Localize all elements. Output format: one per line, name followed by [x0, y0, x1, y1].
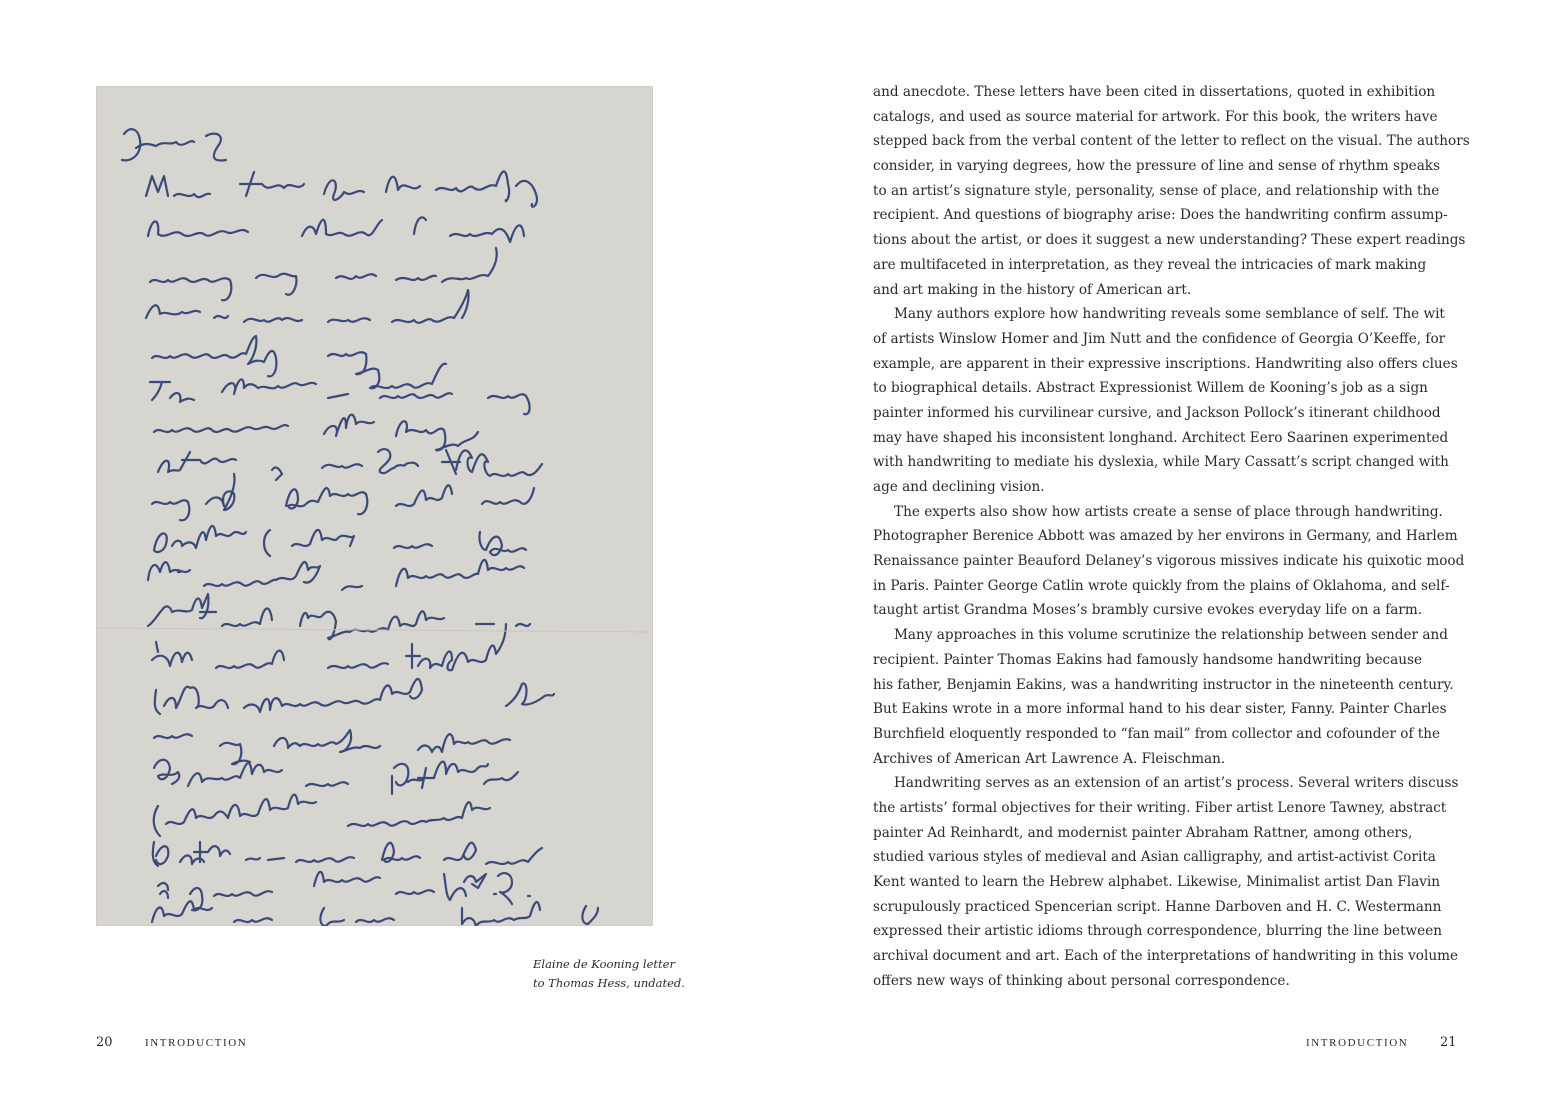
body-text-column [873, 80, 1470, 993]
text-line: stepped back from the verbal content of the letter to reflect on the visual. The authors [873, 133, 1470, 150]
text-line: with handwriting to mediate his dyslexia, while Mary Cassatt’s script changed with [873, 454, 1449, 471]
paragraph-first-line: Handwriting serves as an extension of an artist’s process. Several writers discuss [894, 775, 1459, 792]
page-number-right: 21 [1440, 1035, 1457, 1050]
text-line: Renaissance painter Beauford Delaney’s vigorous missives indicate his quixotic mood [873, 553, 1465, 570]
handwritten-letter-image [96, 86, 653, 926]
text-line: Burchfield eloquently responded to “fan mail” from collector and cofounder of the [873, 725, 1441, 742]
text-line: and anecdote. These letters have been cited in dissertations, quoted in exhibition [873, 84, 1436, 100]
text-line: offers new ways of thinking about personal correspondence. [873, 972, 1290, 989]
text-line: example, are apparent in their expressive inscriptions. Handwriting also offers clues [873, 355, 1458, 372]
caption-line-2: to Thomas Hess, undated. [533, 976, 685, 990]
text-line: catalogs, and used as source material for artwork. For this book, the writers have [873, 108, 1438, 125]
text-line: to biographical details. Abstract Expressionist Willem de Kooning’s job as a sign [873, 380, 1428, 397]
running-head-right: INTRODUCTION [1306, 1037, 1409, 1049]
figure-caption [533, 955, 693, 993]
running-head-left: INTRODUCTION [145, 1037, 248, 1049]
text-line: recipient. And questions of biography arise: Does the handwriting confirm assump- [873, 207, 1448, 224]
text-line: age and declining vision. [873, 479, 1045, 495]
text-line: But Eakins wrote in a more informal hand to his dear sister, Fanny. Painter Charles [873, 701, 1447, 718]
text-line: painter Ad Reinhardt, and modernist painter Abraham Rattner, among others, [873, 824, 1413, 841]
text-line: scrupulously practiced Spencerian script. Hanne Darboven and H. C. Westermann [873, 898, 1442, 915]
text-line: Kent wanted to learn the Hebrew alphabet. Likewise, Minimalist artist Dan Flavin [873, 874, 1441, 890]
page-number-left: 20 [96, 1035, 113, 1050]
paragraph-first-line: The experts also show how artists create a sense of place through handwriting. [894, 503, 1443, 520]
text-line: consider, in varying degrees, how the pressure of line and sense of rhythm speaks [873, 158, 1441, 175]
text-line: and art making in the history of American art. [873, 281, 1192, 298]
text-line: Photographer Berenice Abbott was amazed by her environs in Germany, and Harlem [873, 528, 1458, 545]
text-line: taught artist Grandma Moses’s brambly cursive evokes everyday life on a farm. [873, 602, 1423, 619]
text-line: may have shaped his inconsistent longhand. Architect Eero Saarinen experimented [873, 429, 1449, 446]
text-line: tions about the artist, or does it suggest a new understanding? These expert readings [873, 232, 1466, 249]
text-line: expressed their artistic idioms through correspondence, blurring the line between [873, 923, 1443, 940]
text-line: painter informed his curvilinear cursive, and Jackson Pollock’s itinerant childhood [873, 404, 1441, 421]
text-line: are multifaceted in interpretation, as they reveal the intricacies of mark making [873, 256, 1427, 273]
text-line: recipient. Painter Thomas Eakins had famously handsome handwriting because [873, 651, 1423, 668]
text-line: his father, Benjamin Eakins, was a handwriting instructor in the nineteenth century. [873, 676, 1454, 693]
caption-line-1: Elaine de Kooning letter [533, 957, 675, 971]
text-line: Archives of American Art Lawrence A. Fleischman. [873, 750, 1226, 767]
letter-handwriting-scribbles [96, 86, 653, 926]
text-line: archival document and art. Each of the interpretations of handwriting in this volume [873, 948, 1459, 965]
paragraph-first-line: Many authors explore how handwriting reveals some semblance of self. The wit [894, 306, 1445, 323]
text-line: studied various styles of medieval and Asian calligraphy, and artist-activist Corita [873, 849, 1436, 866]
text-line: of artists Winslow Homer and Jim Nutt and the confidence of Georgia O’Keeffe, for [873, 330, 1446, 347]
text-line: in Paris. Painter George Catlin wrote quickly from the plains of Oklahoma, and self- [873, 577, 1450, 594]
text-line: the artists’ formal objectives for their writing. Fiber artist Lenore Tawney, abstract [873, 799, 1447, 816]
text-line: to an artist’s signature style, personality, sense of place, and relationship with the [873, 182, 1440, 199]
paragraph-first-line: Many approaches in this volume scrutinize the relationship between sender and [894, 627, 1448, 644]
